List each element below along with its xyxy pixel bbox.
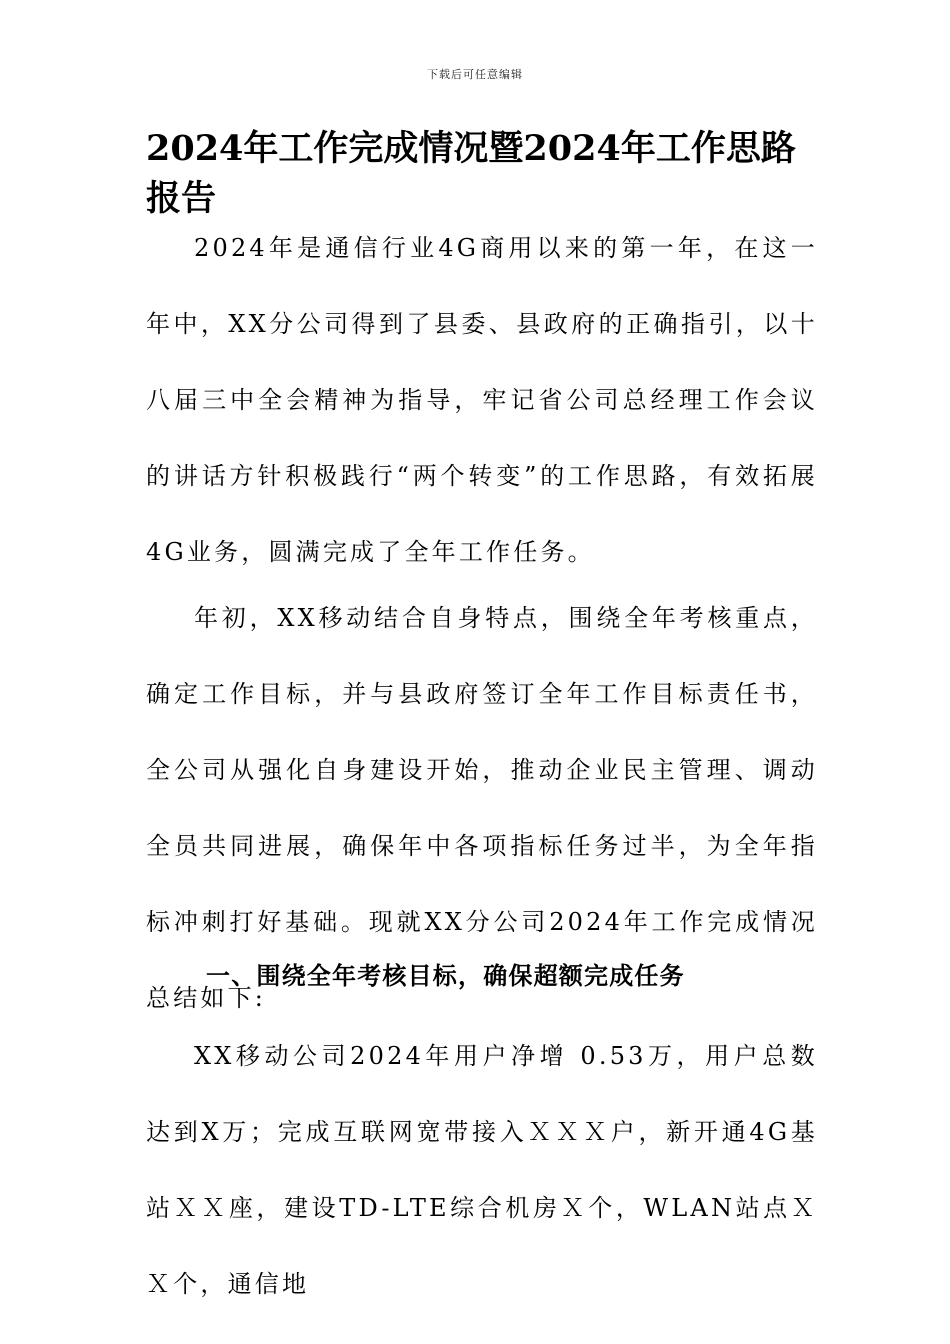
section-heading: 一、围绕全年考核目标，确保超额完成任务 <box>206 961 685 990</box>
body-paragraph-goals: 年初，XX移动结合自身特点，围绕全年考核重点，确定工作目标，并与县政府签订全年工作目标责任书，全公司从强化自身建设开始，推动企业民主管理、调动全员共同进展，确保年中各项指标任务过半，为全年指标冲刺打好基础。现就XX分公司2024年工作完成情况总结如下: <box>146 604 818 1012</box>
body-paragraph-section-one: XX移动公司2024年用户净增 0.53万，用户总数达到X万；完成互联网宽带接入ＸＸＸ户，新开通4G基站ＸＸ座，建设TD-LTE综合机房Ｘ个，WLAN站点ＸＸ个，通信地 <box>146 1042 818 1298</box>
body-paragraph-intro: 2024年是通信行业4G商用以来的第一年，在这一年中，XX分公司得到了县委、县政府的正确指引，以十八届三中全会精神为指导，牢记省公司总经理工作会议的讲话方针积极践行“两个转变”的工作思路，有效拓展4G业务，圆满完成了全年工作任务。 <box>146 234 818 566</box>
document-title: 2024年工作完成情况暨2024年工作思路报告 <box>146 128 796 219</box>
page-header-note: 下载后可任意编辑 <box>427 68 523 81</box>
